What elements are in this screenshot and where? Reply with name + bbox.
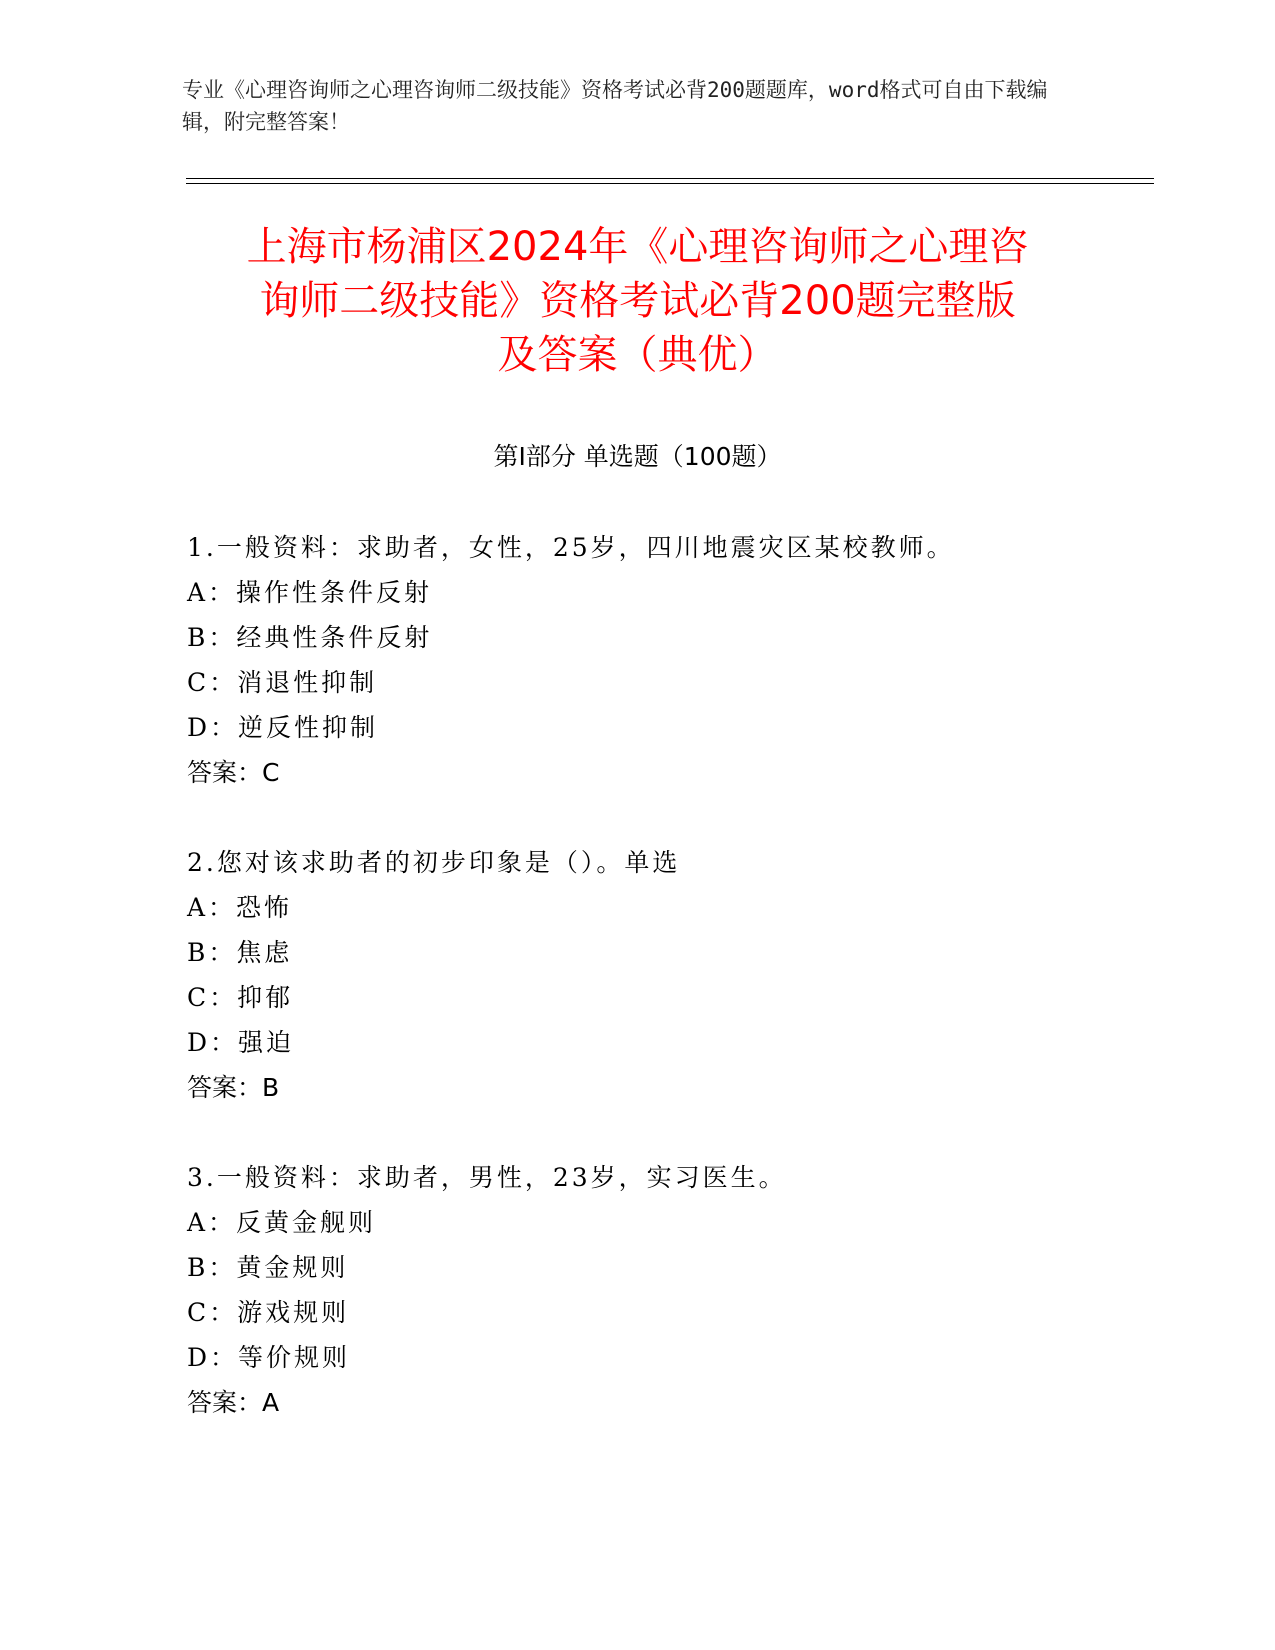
answer: 答案：C — [187, 758, 280, 787]
title-line: 询师二级技能》资格考试必背200题完整版 — [259, 278, 1016, 324]
question-stem: 3.一般资料：求助者，男性，23岁，实习医生。 — [187, 1163, 787, 1192]
option-c: C：抑郁 — [187, 983, 294, 1012]
option-b: B：经典性条件反射 — [187, 623, 433, 652]
answer: 答案：A — [187, 1388, 280, 1417]
option-c: C：游戏规则 — [187, 1298, 350, 1327]
question-list — [187, 525, 1167, 1425]
question-2 — [187, 840, 1167, 1155]
section-title: 第Ⅰ部分 单选题（100题） — [493, 442, 782, 471]
option-a: A：恐怖 — [187, 893, 293, 922]
question-stem: 1.一般资料：求助者，女性，25岁，四川地震灾区某校教师。 — [187, 533, 955, 562]
question-1 — [187, 525, 1167, 840]
header-divider-bottom — [186, 183, 1154, 184]
option-b: B：焦虑 — [187, 938, 293, 967]
title-line: 上海市杨浦区2024年《心理咨询师之心理咨 — [246, 224, 1029, 270]
question-spacer — [187, 1110, 1167, 1155]
title-line: 及答案（典优） — [497, 332, 778, 378]
option-b: B：黄金规则 — [187, 1253, 349, 1282]
header-divider-top — [186, 178, 1154, 179]
question-3 — [187, 1155, 1167, 1425]
option-a: A：操作性条件反射 — [187, 578, 433, 607]
option-c: C：消退性抑制 — [187, 668, 378, 697]
option-d: D：强迫 — [187, 1028, 295, 1057]
question-spacer — [187, 795, 1167, 840]
option-d: D：逆反性抑制 — [187, 713, 379, 742]
option-a: A：反黄金舰则 — [187, 1208, 377, 1237]
header-note: 专业《心理咨询师之心理咨询师二级技能》资格考试必背200题题库，word格式可自由下载编辑，附完整答案！ — [182, 78, 1048, 134]
document-title — [150, 220, 1125, 382]
option-d: D：等价规则 — [187, 1343, 351, 1372]
question-stem: 2.您对该求助者的初步印象是（）。单选 — [187, 848, 681, 877]
answer: 答案：B — [187, 1073, 280, 1102]
